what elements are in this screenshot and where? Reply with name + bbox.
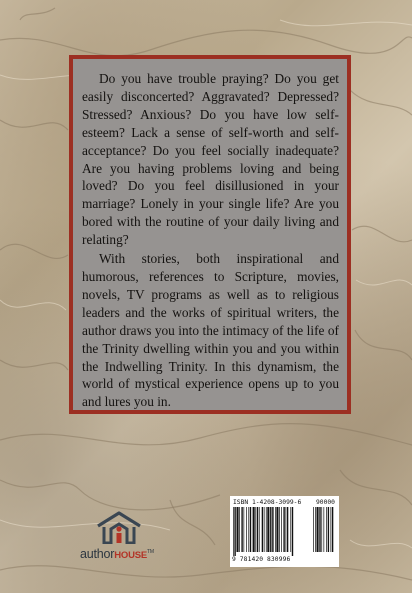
publisher-name-part1: author <box>80 547 115 561</box>
barcode-bar <box>321 507 322 552</box>
barcode-bar <box>255 507 256 552</box>
barcode-bar <box>287 507 288 552</box>
barcode-digits: 9 781420 830996 <box>232 556 291 563</box>
barcode-bar <box>331 507 332 552</box>
barcode-bar <box>239 507 240 552</box>
barcode-bar <box>270 507 271 552</box>
barcode-bar <box>326 507 327 552</box>
barcode-bar <box>259 507 260 552</box>
blurb-paragraph-1: Do you have trouble praying? Do you get easily disconcerted? Aggravated? Depressed? Stressed? Anxious? Do you have low self-esteem? Lack a sense of self-worth and self-acceptance? Do you feel socially inadequate? Are you having problems loving and being loved? Do you feel disillusioned in your marriage? Lonely in your single life? Are you bored with the routine of your daily living and relating? <box>82 71 339 248</box>
barcode-bar <box>253 507 255 552</box>
barcode-bar <box>290 507 291 552</box>
barcode-bar <box>233 507 234 556</box>
back-cover-blurb-box <box>69 55 351 414</box>
barcode-bars <box>233 507 337 556</box>
barcode-bar <box>279 507 280 552</box>
barcode-bar <box>281 507 282 552</box>
barcode-bar <box>264 507 265 552</box>
barcode-bar <box>324 507 325 552</box>
barcode-bar <box>246 507 247 552</box>
barcode-bar <box>266 507 267 552</box>
barcode-bar <box>275 507 276 552</box>
barcode-bar <box>315 507 316 552</box>
barcode-bar <box>267 507 269 552</box>
barcode-bar <box>292 507 293 556</box>
authorhouse-logo-icon <box>96 510 142 544</box>
barcode-bar <box>332 507 333 552</box>
publisher-name-part2: HOUSE <box>114 550 148 561</box>
barcode-bar <box>276 507 278 552</box>
isbn-barcode <box>230 496 339 567</box>
barcode-bar <box>262 507 263 552</box>
publisher-wordmark <box>80 547 160 561</box>
barcode-bar <box>286 507 287 552</box>
barcode-bar <box>313 507 314 552</box>
barcode-bar <box>244 507 245 552</box>
barcode-bar <box>237 507 239 552</box>
isbn-label: ISBN 1-4208-3099-6 <box>233 499 302 506</box>
barcode-bar <box>248 507 249 552</box>
publisher-trademark: TM <box>147 548 154 555</box>
barcode-bar <box>328 507 329 552</box>
publisher-logo <box>80 510 160 566</box>
price-code: 90000 <box>316 499 335 506</box>
barcode-bar <box>283 507 284 552</box>
barcode-bar <box>234 507 235 556</box>
barcode-bar <box>319 507 320 552</box>
barcode-bar <box>241 507 242 552</box>
barcode-bar <box>317 507 319 552</box>
blurb-paragraph-2: With stories, both inspirational and humorous, references to Scripture, movies, novels, TV programs as well as to religious leaders and the works of spiritual writers, the author draws you into the intimacy of the life of the Trinity dwelling within you and you within the Indwelling Trinity. In this dynamism, the world of mystical experience opens up to you and lures you in. <box>82 251 339 410</box>
barcode-bar <box>272 507 273 552</box>
barcode-bar <box>257 507 258 552</box>
barcode-bar <box>250 507 251 552</box>
